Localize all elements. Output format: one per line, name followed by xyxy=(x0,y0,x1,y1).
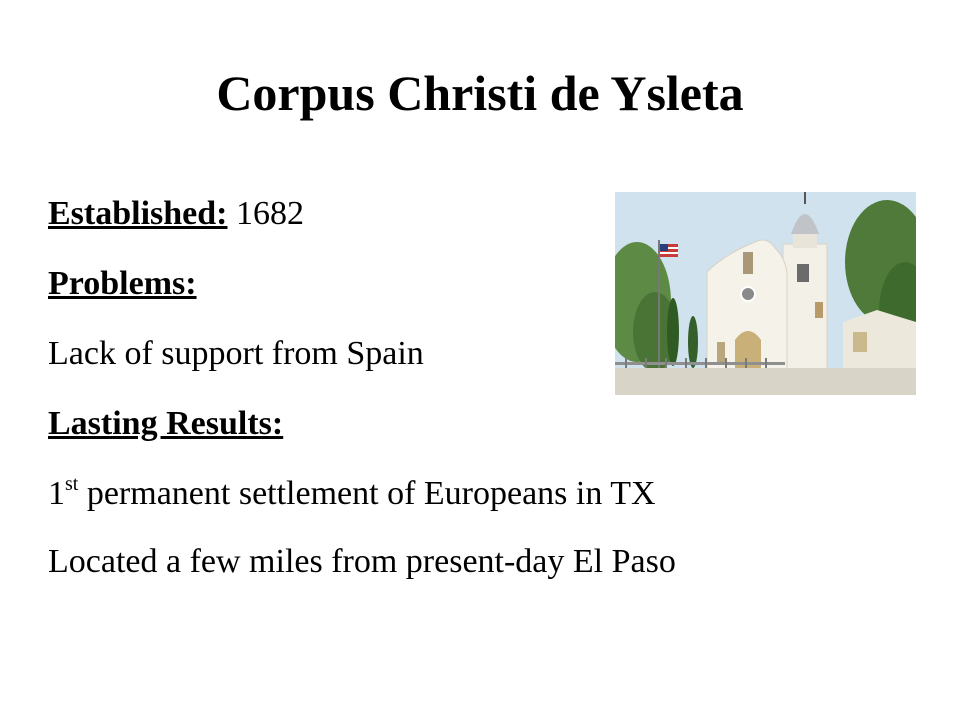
results-label: Lasting Results: xyxy=(48,405,284,442)
problems-label: Problems: xyxy=(48,265,197,302)
result-1-prefix: 1 xyxy=(48,475,65,512)
established-value: 1682 xyxy=(227,195,304,232)
established-line xyxy=(48,192,304,236)
problems-heading xyxy=(48,262,197,306)
result-1-superscript: st xyxy=(65,473,79,495)
slide-title: Corpus Christi de Ysleta xyxy=(216,65,744,121)
mission-church-photo xyxy=(615,192,916,395)
result-item-2: Located a few miles from present-day El Paso xyxy=(48,543,676,580)
result-1-text: permanent settlement of Europeans in TX xyxy=(78,475,656,512)
established-label: Established: xyxy=(48,195,228,232)
results-heading xyxy=(48,402,283,446)
problem-item: Lack of support from Spain xyxy=(48,335,424,372)
church-illustration xyxy=(615,192,916,395)
result-item-1 xyxy=(48,472,656,516)
